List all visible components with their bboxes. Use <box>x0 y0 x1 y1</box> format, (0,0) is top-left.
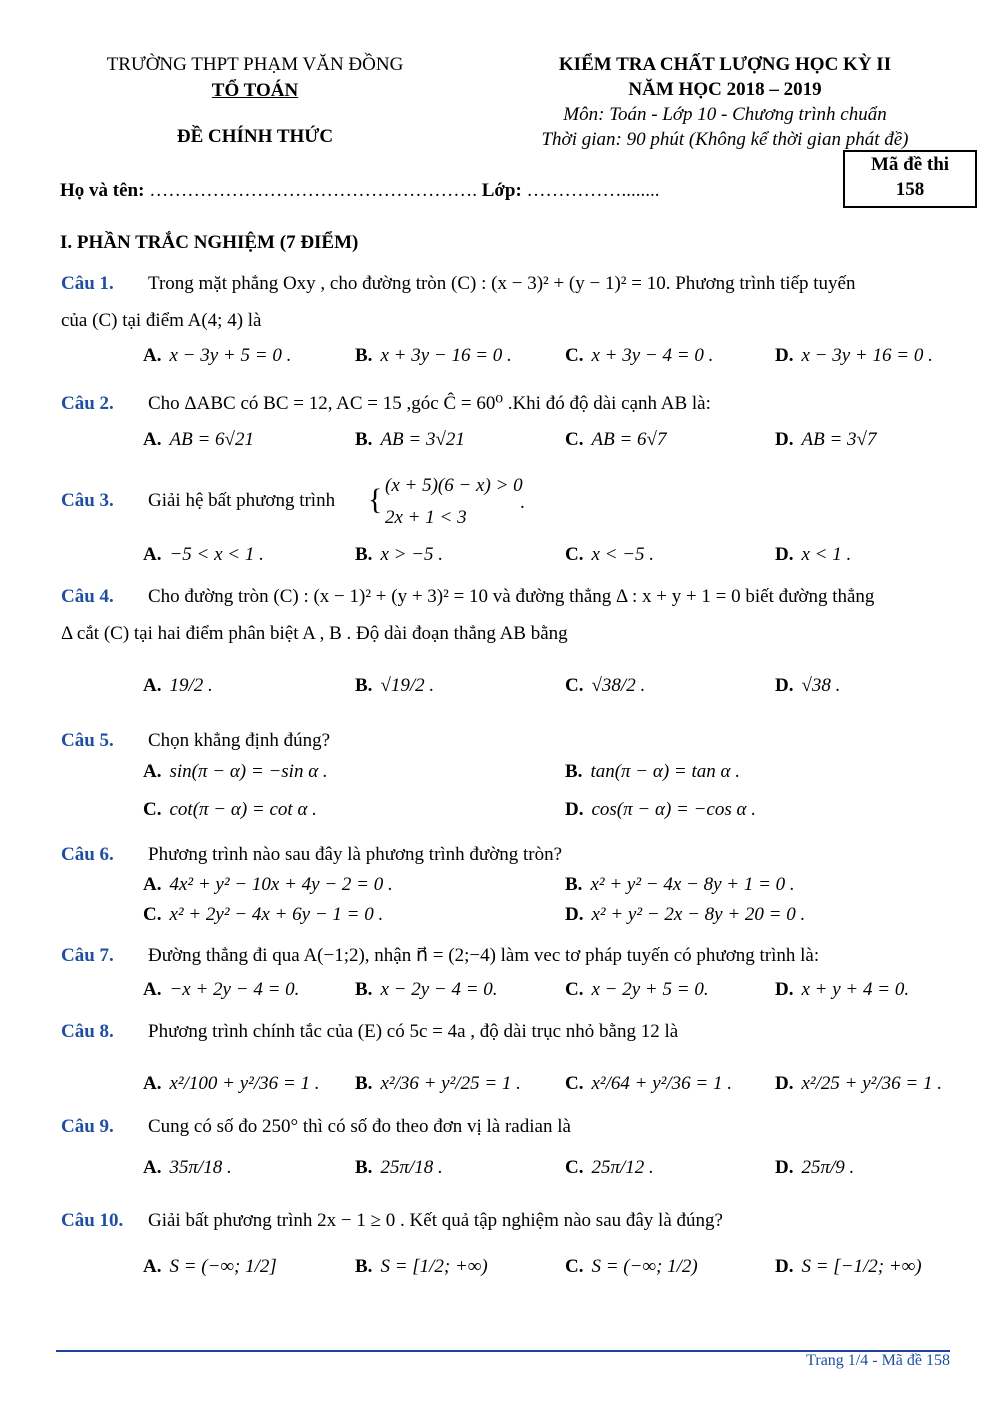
q3-option-a[interactable]: A. −5 < x < 1 . <box>143 544 264 565</box>
q1-option-c[interactable]: C. x + 3y − 4 = 0 . <box>565 345 714 366</box>
page-footer: Trang 1/4 - Mã đề 158 <box>806 1352 950 1369</box>
q5-option-d[interactable]: D. cos(π − α) = −cos α . <box>565 799 756 820</box>
q9-option-a[interactable]: A. 35π/18 . <box>143 1157 232 1178</box>
question-text: Phương trình nào sau đây là phương trình đường tròn? <box>148 844 563 865</box>
q7-option-a[interactable]: A. −x + 2y − 4 = 0. <box>143 979 300 1000</box>
question-5 <box>61 728 330 754</box>
question-text: Giải bất phương trình 2x − 1 ≥ 0 . Kết quả tập nghiệm nào sau đây là đúng? <box>148 1210 723 1231</box>
q7-option-b[interactable]: B. x − 2y − 4 = 0. <box>355 979 498 1000</box>
question-1 <box>61 271 855 297</box>
question-text: Cung có số đo 250° thì có số đo theo đơn vị là radian là <box>148 1116 571 1137</box>
q10-option-a[interactable]: A. S = (−∞; 1/2] <box>143 1256 277 1277</box>
section-title: I. PHẦN TRẮC NGHIỆM (7 ĐIỂM) <box>60 232 359 253</box>
official-label: ĐỀ CHÍNH THỨC <box>176 126 334 147</box>
q1-option-d[interactable]: D. x − 3y + 16 = 0 . <box>775 345 933 366</box>
q6-option-d[interactable]: D. x² + y² − 2x − 8y + 20 = 0 . <box>565 904 806 925</box>
question-3 <box>61 488 335 514</box>
q9-option-c[interactable]: C. 25π/12 . <box>565 1157 654 1178</box>
q1-option-a[interactable]: A. x − 3y + 5 = 0 . <box>143 345 292 366</box>
q7-option-d[interactable]: D. x + y + 4 = 0. <box>775 979 910 1000</box>
q4-option-c[interactable]: C. √38/2 . <box>565 675 646 696</box>
q8-option-b[interactable]: B. x²/36 + y²/25 = 1 . <box>355 1073 521 1094</box>
question-number: Câu 9. <box>61 1116 114 1137</box>
q3-option-c[interactable]: C. x < −5 . <box>565 544 655 565</box>
question-text: Giải hệ bất phương trình <box>148 490 336 511</box>
question-text: Trong mặt phẳng Oxy , cho đường tròn (C) : (x − 3)² + (y − 1)² = 10. Phương trình tiếp tuyến <box>148 273 856 294</box>
question-number: Câu 6. <box>61 844 114 865</box>
question-7 <box>61 943 819 969</box>
system-line-2: 2x + 1 < 3 <box>385 507 467 528</box>
system-period: . <box>520 492 525 513</box>
q10-option-b[interactable]: B. S = [1/2; +∞) <box>355 1256 488 1277</box>
exam-code-label: Mã đề thi <box>870 154 950 175</box>
question-number: Câu 5. <box>61 730 114 751</box>
question-number: Câu 3. <box>61 490 114 511</box>
question-4 <box>61 584 874 610</box>
name-label: Họ và tên: <box>60 180 145 201</box>
q8-option-d[interactable]: D. x²/25 + y²/36 = 1 . <box>775 1073 942 1094</box>
system-brace: { <box>368 483 383 516</box>
system-line-1: (x + 5)(6 − x) > 0 <box>385 475 523 496</box>
q5-option-c[interactable]: C. cot(π − α) = cot α . <box>143 799 317 820</box>
class-label: Lớp: <box>481 180 522 201</box>
q2-option-c[interactable]: C. AB = 6√7 <box>565 429 667 450</box>
q3-option-d[interactable]: D. x < 1 . <box>775 544 852 565</box>
question-text: Cho ΔABC có BC = 12, AC = 15 ,góc Ĉ = 60⁰ .Khi đó độ dài cạnh AB là: <box>148 393 711 414</box>
q4-option-b[interactable]: B. √19/2 . <box>355 675 435 696</box>
school-name: TRƯỜNG THPT PHẠM VĂN ĐỒNG <box>106 54 404 75</box>
q10-option-c[interactable]: C. S = (−∞; 1/2) <box>565 1256 698 1277</box>
q2-option-d[interactable]: D. AB = 3√7 <box>775 429 877 450</box>
exam-code-box <box>843 150 977 208</box>
q4-option-a[interactable]: A. 19/2 . <box>143 675 213 696</box>
q6-option-b[interactable]: B. x² + y² − 4x − 8y + 1 = 0 . <box>565 874 795 895</box>
q4-option-d[interactable]: D. √38 . <box>775 675 841 696</box>
exam-code: 158 <box>895 179 925 200</box>
question-text: Cho đường tròn (C) : (x − 1)² + (y + 3)² = 10 và đường thẳng Δ : x + y + 1 = 0 biết đường thẳng <box>148 586 875 607</box>
q6-option-c[interactable]: C. x² + 2y² − 4x + 6y − 1 = 0 . <box>143 904 384 925</box>
q2-option-b[interactable]: B. AB = 3√21 <box>355 429 465 450</box>
question-8 <box>61 1019 678 1045</box>
q2-option-a[interactable]: A. AB = 6√21 <box>143 429 254 450</box>
question-number: Câu 4. <box>61 586 114 607</box>
question-text: Đường thẳng đi qua A(−1;2), nhận n⃗ = (2;−4) làm vec tơ pháp tuyến có phương trình là: <box>148 945 820 966</box>
q5-option-b[interactable]: B. tan(π − α) = tan α . <box>565 761 741 782</box>
school-year: NĂM HỌC 2018 – 2019 <box>628 79 822 100</box>
question-6 <box>61 842 562 868</box>
q9-option-b[interactable]: B. 25π/18 . <box>355 1157 443 1178</box>
q6-option-a[interactable]: A. 4x² + y² − 10x + 4y − 2 = 0 . <box>143 874 393 895</box>
question-text: Phương trình chính tắc của (E) có 5c = 4a , độ dài trục nhỏ bằng 12 là <box>148 1021 679 1042</box>
q8-option-c[interactable]: C. x²/64 + y²/36 = 1 . <box>565 1073 732 1094</box>
q9-option-d[interactable]: D. 25π/9 . <box>775 1157 855 1178</box>
name-dots: ……………………………………………. <box>149 180 477 201</box>
time-line: Thời gian: 90 phút (Không kể thời gian phát đề) <box>541 129 909 150</box>
q1-option-b[interactable]: B. x + 3y − 16 = 0 . <box>355 345 512 366</box>
question-10 <box>61 1208 723 1234</box>
q5-option-a[interactable]: A. sin(π − α) = −sin α . <box>143 761 328 782</box>
subject-line: Môn: Toán - Lớp 10 - Chương trình chuẩn <box>563 104 887 125</box>
question-number: Câu 1. <box>61 273 114 294</box>
question-number: Câu 10. <box>61 1210 124 1231</box>
q10-option-d[interactable]: D. S = [−1/2; +∞) <box>775 1256 922 1277</box>
question-text: Chọn khẳng định đúng? <box>148 730 331 751</box>
question-4-line2: Δ cắt (C) tại hai điểm phân biệt A , B . Độ dài đoạn thẳng AB bằng <box>61 623 568 644</box>
q7-option-c[interactable]: C. x − 2y + 5 = 0. <box>565 979 709 1000</box>
question-2 <box>61 391 711 417</box>
question-9 <box>61 1114 571 1140</box>
department-name: TỔ TOÁN <box>211 80 299 101</box>
exam-title: KIỂM TRA CHẤT LƯỢNG HỌC KỲ II <box>558 54 892 75</box>
q8-option-a[interactable]: A. x²/100 + y²/36 = 1 . <box>143 1073 320 1094</box>
question-number: Câu 2. <box>61 393 114 414</box>
question-number: Câu 7. <box>61 945 114 966</box>
question-1-line2: của (C) tại điểm A(4; 4) là <box>61 310 262 331</box>
question-number: Câu 8. <box>61 1021 114 1042</box>
q3-option-b[interactable]: B. x > −5 . <box>355 544 444 565</box>
class-dots: ……………........ <box>526 180 660 201</box>
